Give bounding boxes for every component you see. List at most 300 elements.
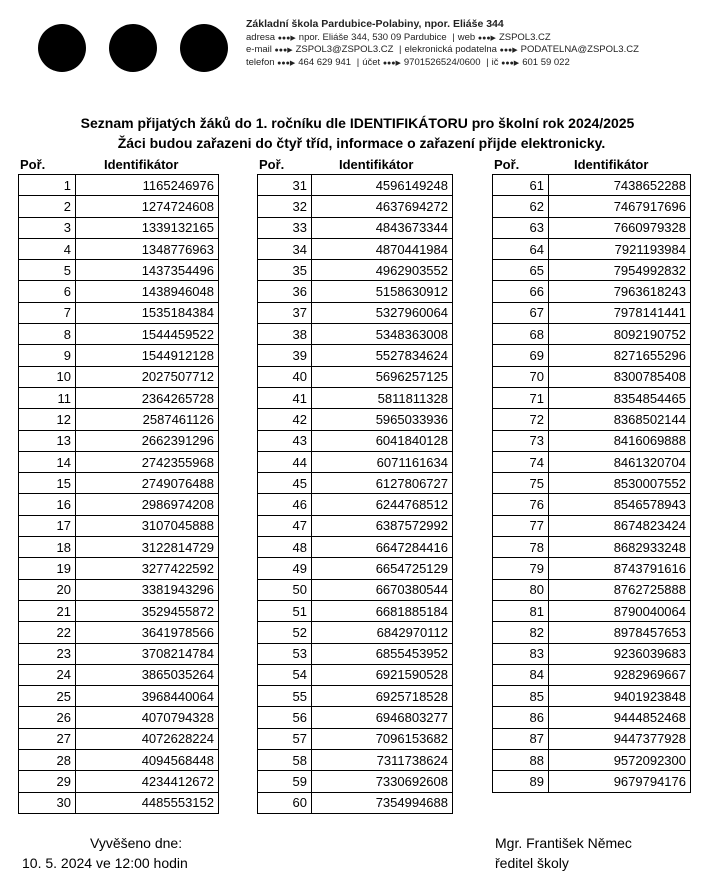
identifier-cell: 5327960064 (312, 302, 453, 323)
table-row (258, 558, 453, 579)
order-cell: 82 (493, 622, 549, 643)
table-row (258, 750, 453, 771)
order-cell: 86 (493, 707, 549, 728)
order-cell: 67 (493, 302, 549, 323)
order-cell: 59 (258, 771, 312, 792)
identifier-cell: 9236039683 (549, 643, 691, 664)
identifier-cell: 7963618243 (549, 281, 691, 302)
order-cell: 66 (493, 281, 549, 302)
identifier-cell: 1544459522 (76, 324, 219, 345)
document-title (0, 113, 703, 153)
order-cell: 3 (19, 217, 76, 238)
table-row (19, 281, 219, 302)
order-cell: 41 (258, 387, 312, 408)
order-cell: 18 (19, 537, 76, 558)
table-row (493, 494, 691, 515)
table-row (19, 196, 219, 217)
table-row (258, 771, 453, 792)
order-cell: 58 (258, 750, 312, 771)
identifier-cell: 6925718528 (312, 686, 453, 707)
title-line-2: Žáci budou zařazeni do čtyř tříd, informace o zařazení přijde elektronicky. (117, 135, 606, 151)
order-cell: 23 (19, 643, 76, 664)
order-cell: 48 (258, 537, 312, 558)
identifier-cell: 8546578943 (549, 494, 691, 515)
order-cell: 64 (493, 238, 549, 259)
identifier-cell: 6387572992 (312, 515, 453, 536)
bullet-arrow-icon: ●●●▶ (277, 34, 296, 42)
table-row (19, 537, 219, 558)
identifier-header: Identifikátor (339, 157, 414, 172)
identifier-cell: 8743791616 (549, 558, 691, 579)
order-cell: 31 (258, 175, 312, 196)
identifier-cell: 2742355968 (76, 451, 219, 472)
table-row (258, 196, 453, 217)
identifier-cell: 9282969667 (549, 664, 691, 685)
order-cell: 75 (493, 473, 549, 494)
bullet-arrow-icon: ●●●▶ (501, 59, 520, 67)
table-row (493, 451, 691, 472)
order-cell: 54 (258, 664, 312, 685)
table-row (493, 260, 691, 281)
identifier-cell: 8682933248 (549, 537, 691, 558)
column-header (257, 157, 452, 174)
table-row (19, 600, 219, 621)
identifier-cell: 1535184384 (76, 302, 219, 323)
identifier-cell: 6842970112 (312, 622, 453, 643)
table-row (258, 409, 453, 430)
order-cell: 33 (258, 217, 312, 238)
table-row (19, 579, 219, 600)
identifier-cell: 8530007552 (549, 473, 691, 494)
identifier-cell: 6041840128 (312, 430, 453, 451)
table-row (493, 728, 691, 749)
identifier-cell: 8674823424 (549, 515, 691, 536)
table-row (493, 579, 691, 600)
identifier-cell: 3107045888 (76, 515, 219, 536)
identifier-cell: 1544912128 (76, 345, 219, 366)
identifier-cell: 4962903552 (312, 260, 453, 281)
table-row (258, 217, 453, 238)
table-row (19, 260, 219, 281)
table-row (258, 515, 453, 536)
column-header (18, 157, 218, 174)
identifier-cell: 6244768512 (312, 494, 453, 515)
table-row (493, 473, 691, 494)
identifier-cell: 1438946048 (76, 281, 219, 302)
identifier-cell: 5348363008 (312, 324, 453, 345)
identifier-cell: 3865035264 (76, 664, 219, 685)
order-cell: 9 (19, 345, 76, 366)
identifier-cell: 8092190752 (549, 324, 691, 345)
identifier-cell: 7978141441 (549, 302, 691, 323)
order-cell: 78 (493, 537, 549, 558)
table-row (258, 600, 453, 621)
order-cell: 28 (19, 750, 76, 771)
order-cell: 39 (258, 345, 312, 366)
identifier-cell: 5696257125 (312, 366, 453, 387)
table-row (19, 409, 219, 430)
identifier-cell: 5811811328 (312, 387, 453, 408)
order-cell: 36 (258, 281, 312, 302)
order-cell: 25 (19, 686, 76, 707)
identifier-cell: 9679794176 (549, 771, 691, 792)
student-column-2 (257, 157, 453, 814)
table-row (19, 473, 219, 494)
order-cell: 68 (493, 324, 549, 345)
identifier-cell: 1437354496 (76, 260, 219, 281)
table-row (258, 579, 453, 600)
order-cell: 16 (19, 494, 76, 515)
posted-label: Vyvěšeno dne: (90, 835, 183, 851)
table-row (19, 771, 219, 792)
identifier-cell: 7330692608 (312, 771, 453, 792)
order-cell: 35 (258, 260, 312, 281)
identifier-cell: 5527834624 (312, 345, 453, 366)
order-cell: 27 (19, 728, 76, 749)
logo-dot (109, 24, 157, 72)
order-cell: 6 (19, 281, 76, 302)
table-row (258, 238, 453, 259)
table-row (258, 728, 453, 749)
identifier-cell: 7096153682 (312, 728, 453, 749)
table-row (493, 600, 691, 621)
order-cell: 11 (19, 387, 76, 408)
order-cell: 50 (258, 579, 312, 600)
identifier-cell: 4070794328 (76, 707, 219, 728)
identifier-cell: 5965033936 (312, 409, 453, 430)
identifier-cell: 2027507712 (76, 366, 219, 387)
identifier-cell: 8790040064 (549, 600, 691, 621)
identifier-cell: 7954992832 (549, 260, 691, 281)
identifier-cell: 1348776963 (76, 238, 219, 259)
order-cell: 71 (493, 387, 549, 408)
order-cell: 72 (493, 409, 549, 430)
table-row (258, 664, 453, 685)
identifier-cell: 9444852468 (549, 707, 691, 728)
order-cell: 74 (493, 451, 549, 472)
order-cell: 2 (19, 196, 76, 217)
order-cell: 29 (19, 771, 76, 792)
table-row (258, 792, 453, 813)
table-row (258, 324, 453, 345)
order-cell: 84 (493, 664, 549, 685)
identifier-cell: 9572092300 (549, 750, 691, 771)
table-row (258, 537, 453, 558)
student-column-3 (492, 157, 691, 793)
bullet-arrow-icon: ●●●▶ (477, 34, 496, 42)
identifier-cell: 8271655296 (549, 345, 691, 366)
table-row (258, 387, 453, 408)
identifier-cell: 7354994688 (312, 792, 453, 813)
order-cell: 10 (19, 366, 76, 387)
order-cell: 57 (258, 728, 312, 749)
order-cell: 38 (258, 324, 312, 345)
table-row (19, 643, 219, 664)
identifier-cell: 8461320704 (549, 451, 691, 472)
identifier-cell: 4637694272 (312, 196, 453, 217)
order-cell: 34 (258, 238, 312, 259)
table-row (493, 366, 691, 387)
order-cell: 89 (493, 771, 549, 792)
table-row (258, 686, 453, 707)
order-cell: 65 (493, 260, 549, 281)
order-cell: 44 (258, 451, 312, 472)
order-cell: 53 (258, 643, 312, 664)
table-row (258, 175, 453, 196)
order-cell: 85 (493, 686, 549, 707)
order-cell: 56 (258, 707, 312, 728)
order-cell: 88 (493, 750, 549, 771)
email-line: e-mail ●●●▶ ZSPOL3@ZSPOL3.CZ | elekronická podatelna ●●●▶ PODATELNA@ZSPOL3.CZ (246, 44, 639, 55)
order-cell: 1 (19, 175, 76, 196)
student-table (257, 174, 453, 814)
order-cell: 83 (493, 643, 549, 664)
order-cell: 52 (258, 622, 312, 643)
table-row (258, 260, 453, 281)
identifier-cell: 4596149248 (312, 175, 453, 196)
identifier-cell: 2587461126 (76, 409, 219, 430)
table-row (493, 196, 691, 217)
table-row (493, 515, 691, 536)
identifier-cell: 4234412672 (76, 771, 219, 792)
table-row (493, 409, 691, 430)
table-row (19, 707, 219, 728)
table-row (493, 345, 691, 366)
identifier-cell: 9401923848 (549, 686, 691, 707)
table-row (493, 750, 691, 771)
order-cell: 19 (19, 558, 76, 579)
order-cell: 24 (19, 664, 76, 685)
order-cell: 4 (19, 238, 76, 259)
table-row (258, 451, 453, 472)
order-cell: 32 (258, 196, 312, 217)
table-row (19, 750, 219, 771)
identifier-cell: 3277422592 (76, 558, 219, 579)
identifier-cell: 8762725888 (549, 579, 691, 600)
order-cell: 63 (493, 217, 549, 238)
order-cell: 77 (493, 515, 549, 536)
table-row (258, 302, 453, 323)
identifier-cell: 6681885184 (312, 600, 453, 621)
order-cell: 37 (258, 302, 312, 323)
order-cell: 61 (493, 175, 549, 196)
phone-line: telefon ●●●▶ 464 629 941 | účet ●●●▶ 9701526524/0600 | ič ●●●▶ 601 59 022 (246, 56, 570, 68)
table-row (19, 686, 219, 707)
table-row (493, 217, 691, 238)
order-cell: 76 (493, 494, 549, 515)
identifier-cell: 2662391296 (76, 430, 219, 451)
table-row (19, 515, 219, 536)
identifier-cell: 5158630912 (312, 281, 453, 302)
identifier-cell: 9447377928 (549, 728, 691, 749)
table-row (258, 345, 453, 366)
table-row (258, 622, 453, 643)
table-row (19, 217, 219, 238)
table-row (19, 302, 219, 323)
order-cell: 20 (19, 579, 76, 600)
table-row (19, 366, 219, 387)
identifier-cell: 3529455872 (76, 600, 219, 621)
identifier-cell: 2986974208 (76, 494, 219, 515)
table-row (493, 643, 691, 664)
identifier-cell: 4843673344 (312, 217, 453, 238)
identifier-cell: 3708214784 (76, 643, 219, 664)
order-cell: 79 (493, 558, 549, 579)
identifier-cell: 3122814729 (76, 537, 219, 558)
identifier-cell: 8354854465 (549, 387, 691, 408)
order-cell: 49 (258, 558, 312, 579)
identifier-cell: 2749076488 (76, 473, 219, 494)
order-cell: 81 (493, 600, 549, 621)
table-row (19, 387, 219, 408)
identifier-cell: 3641978566 (76, 622, 219, 643)
table-row (19, 430, 219, 451)
identifier-cell: 6946803277 (312, 707, 453, 728)
school-name: Základní škola Pardubice-Polabiny, npor. Eliáše 344 (246, 18, 504, 30)
identifier-cell: 7660979328 (549, 217, 691, 238)
address-line: adresa ●●●▶ npor. Eliáše 344, 530 09 Pardubice | web ●●●▶ ZSPOL3.CZ (246, 31, 551, 43)
order-cell: 69 (493, 345, 549, 366)
order-cell: 15 (19, 473, 76, 494)
table-row (258, 494, 453, 515)
table-row (493, 238, 691, 259)
table-row (493, 302, 691, 323)
order-cell: 47 (258, 515, 312, 536)
table-row (19, 175, 219, 196)
identifier-cell: 1339132165 (76, 217, 219, 238)
order-cell: 22 (19, 622, 76, 643)
identifier-cell: 8300785408 (549, 366, 691, 387)
table-row (493, 430, 691, 451)
order-cell: 26 (19, 707, 76, 728)
bullet-arrow-icon: ●●●▶ (277, 59, 296, 67)
order-cell: 45 (258, 473, 312, 494)
order-cell: 43 (258, 430, 312, 451)
school-info (246, 19, 639, 69)
order-header: Poř. (20, 157, 46, 172)
order-cell: 5 (19, 260, 76, 281)
table-row (493, 387, 691, 408)
table-row (493, 281, 691, 302)
table-row (493, 175, 691, 196)
identifier-header: Identifikátor (104, 157, 179, 172)
identifier-cell: 4072628224 (76, 728, 219, 749)
table-row (493, 558, 691, 579)
order-cell: 73 (493, 430, 549, 451)
table-row (258, 473, 453, 494)
table-row (19, 622, 219, 643)
table-row (19, 324, 219, 345)
identifier-cell: 6647284416 (312, 537, 453, 558)
table-row (19, 451, 219, 472)
identifier-header: Identifikátor (574, 157, 649, 172)
table-row (19, 238, 219, 259)
identifier-cell: 1274724608 (76, 196, 219, 217)
title-line-1: Seznam přijatých žáků do 1. ročníku dle IDENTIFIKÁTORU pro školní rok 2024/2025 (80, 115, 635, 131)
order-cell: 7 (19, 302, 76, 323)
identifier-cell: 6127806727 (312, 473, 453, 494)
order-cell: 87 (493, 728, 549, 749)
order-cell: 17 (19, 515, 76, 536)
order-cell: 51 (258, 600, 312, 621)
order-cell: 70 (493, 366, 549, 387)
order-cell: 21 (19, 600, 76, 621)
identifier-cell: 6071161634 (312, 451, 453, 472)
student-table (18, 174, 219, 814)
signer-name: Mgr. František Němec (495, 835, 632, 851)
table-row (493, 686, 691, 707)
order-cell: 55 (258, 686, 312, 707)
identifier-cell: 6670380544 (312, 579, 453, 600)
order-cell: 80 (493, 579, 549, 600)
posted-date: 10. 5. 2024 ve 12:00 hodin (22, 855, 188, 871)
table-row (19, 728, 219, 749)
order-cell: 60 (258, 792, 312, 813)
table-row (493, 537, 691, 558)
identifier-cell: 8368502144 (549, 409, 691, 430)
table-row (19, 345, 219, 366)
table-row (493, 622, 691, 643)
order-cell: 46 (258, 494, 312, 515)
order-cell: 40 (258, 366, 312, 387)
order-cell: 8 (19, 324, 76, 345)
identifier-cell: 3381943296 (76, 579, 219, 600)
logo-dot (180, 24, 228, 72)
identifier-cell: 4094568448 (76, 750, 219, 771)
identifier-cell: 6654725129 (312, 558, 453, 579)
table-row (258, 281, 453, 302)
table-row (258, 366, 453, 387)
order-cell: 30 (19, 792, 76, 813)
identifier-cell: 7438652288 (549, 175, 691, 196)
identifier-cell: 7921193984 (549, 238, 691, 259)
identifier-cell: 7467917696 (549, 196, 691, 217)
identifier-cell: 8416069888 (549, 430, 691, 451)
table-row (493, 324, 691, 345)
signer-role: ředitel školy (495, 855, 569, 871)
table-row (258, 643, 453, 664)
identifier-cell: 7311738624 (312, 750, 453, 771)
student-table (492, 174, 691, 793)
order-cell: 42 (258, 409, 312, 430)
identifier-cell: 2364265728 (76, 387, 219, 408)
table-row (258, 430, 453, 451)
order-cell: 12 (19, 409, 76, 430)
table-row (493, 664, 691, 685)
table-row (19, 494, 219, 515)
identifier-cell: 4870441984 (312, 238, 453, 259)
identifier-cell: 8978457653 (549, 622, 691, 643)
table-row (19, 664, 219, 685)
table-row (19, 792, 219, 813)
identifier-cell: 6921590528 (312, 664, 453, 685)
table-row (493, 771, 691, 792)
logo-dot (38, 24, 86, 72)
order-header: Poř. (494, 157, 520, 172)
identifier-cell: 1165246976 (76, 175, 219, 196)
identifier-cell: 6855453952 (312, 643, 453, 664)
table-row (258, 707, 453, 728)
order-cell: 62 (493, 196, 549, 217)
order-cell: 14 (19, 451, 76, 472)
table-row (19, 558, 219, 579)
table-row (493, 707, 691, 728)
column-header (492, 157, 690, 174)
order-cell: 13 (19, 430, 76, 451)
identifier-cell: 4485553152 (76, 792, 219, 813)
bullet-arrow-icon: ●●●▶ (382, 59, 401, 67)
order-header: Poř. (259, 157, 285, 172)
